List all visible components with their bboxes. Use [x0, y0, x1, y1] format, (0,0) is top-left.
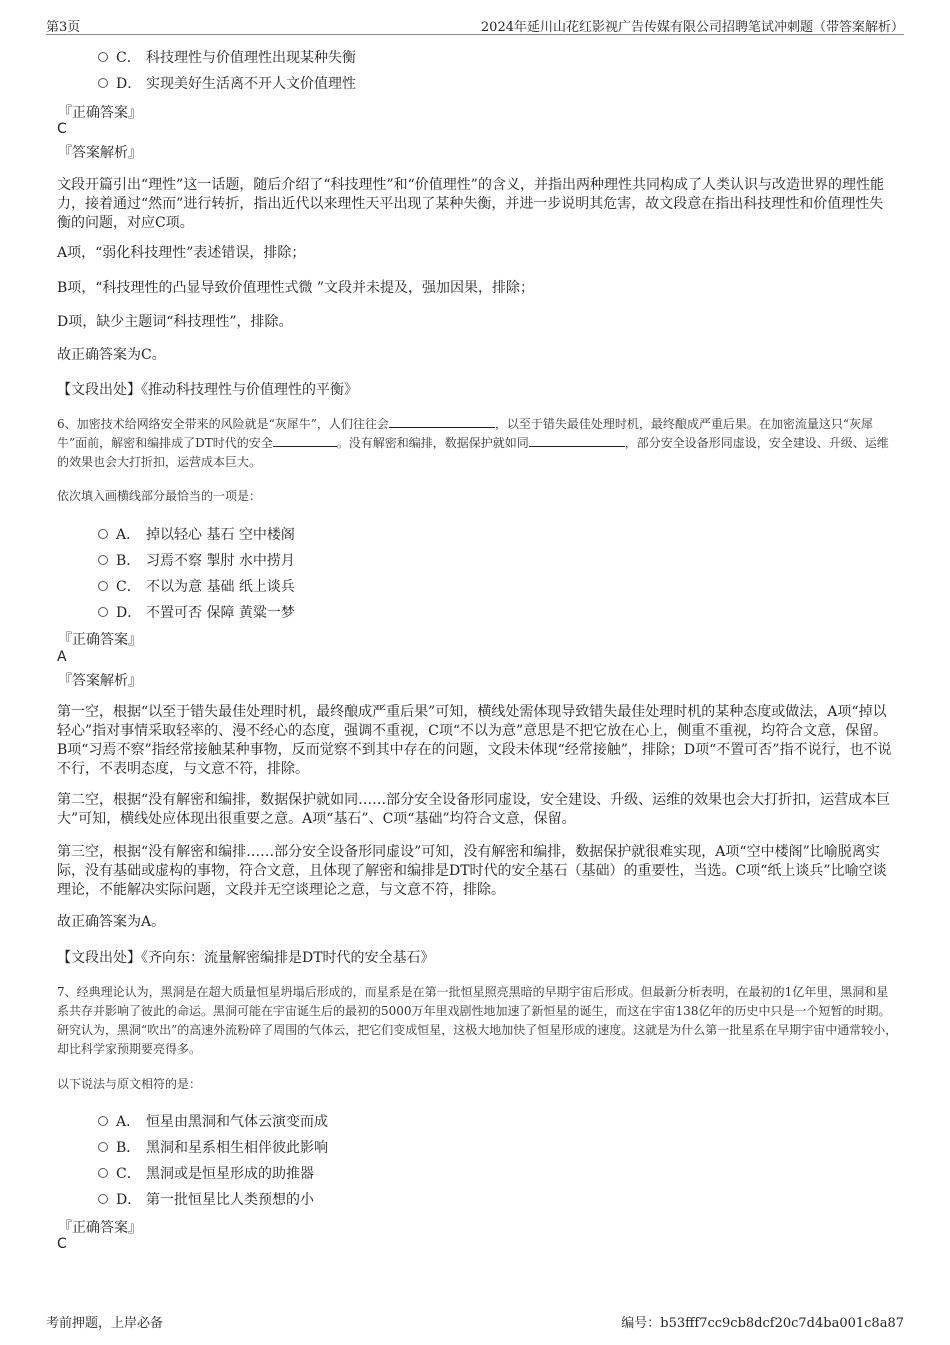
radio-icon[interactable] [98, 1194, 108, 1204]
radio-icon[interactable] [98, 529, 108, 539]
page-number: 第3页 [46, 20, 81, 35]
q5-analysis-paragraph: D项，缺少主题词“科技理性”，排除。 [57, 314, 293, 330]
q6-stem: 6、加密技术给网络安全带来的风险就是“灰犀牛”，人们往往会 ，以至于错失最佳处理时机，最终酿成严重后果。在加密流量这只“灰犀牛”面前，解密和编排成了DT时代的安全 。没有解密和编排，数据保护就如同 ，部分安全设备形同虚设，安全建设、升级、运维的效果也会大打折扣，运营成本巨大。 [57, 417, 889, 469]
page-header [46, 14, 904, 35]
q7-option-c[interactable]: C． 黑洞或是恒星形成的助推器 [98, 1163, 314, 1185]
radio-icon[interactable] [98, 1168, 108, 1178]
q5-analysis-paragraph: B项，“科技理性的凸显导致价值理性式微 ”文段并未提及，强加因果，排除； [57, 280, 535, 296]
q6-option-c[interactable]: C． 不以为意 基础 纸上谈兵 [98, 576, 295, 598]
q7-answer: C [57, 1236, 67, 1252]
q6-answer: A [57, 649, 67, 665]
q7-option-b[interactable]: B． 黑洞和星系相生相伴彼此影响 [98, 1137, 328, 1159]
page-footer [46, 1312, 904, 1330]
q6-prompt: 依次填入画横线部分最恰当的一项是： [57, 489, 262, 503]
q5-answer-label: 『正确答案』 [58, 105, 142, 121]
q6-source: 【文段出处】《齐向东：流量解密编排是DT时代的安全基石》 [57, 950, 435, 966]
radio-icon[interactable] [98, 555, 108, 565]
q6-analysis-paragraph: 第三空，根据“没有解密和编排……部分安全设备形同虚设”可知，没有解密和编排，数据保护就很难实现，A项“空中楼阁”比喻脱离实际，没有基础或虚构的事物，符合文意，且体现了解密和编排是DT时代的安全基石（基础）的重要性，当选。C项“纸上谈兵”比喻空谈理论，不能解决实际问题，文段并无空谈理论之意，与文意不符，排除。 [57, 844, 887, 898]
q6-analysis-label: 『答案解析』 [58, 673, 142, 689]
q5-option-d[interactable]: D． 实现美好生活离不开人文价值理性 [98, 73, 356, 95]
document-title: 2024年延川山花红影视广告传媒有限公司招聘笔试冲刺题（带答案解析） [480, 20, 904, 35]
q6-option-b[interactable]: B． 习焉不察 掣肘 水中捞月 [98, 550, 295, 572]
q5-analysis-paragraph: A项，“弱化科技理性”表述错误，排除； [57, 245, 306, 261]
blank-line [529, 434, 625, 447]
q6-answer-label: 『正确答案』 [58, 632, 142, 648]
blank-line [389, 415, 495, 428]
q7-option-a[interactable]: A． 恒星由黑洞和气体云演变而成 [98, 1111, 328, 1133]
radio-icon[interactable] [98, 1116, 108, 1126]
radio-icon[interactable] [98, 607, 108, 617]
radio-icon[interactable] [98, 581, 108, 591]
q7-prompt: 以下说法与原文相符的是： [57, 1077, 202, 1091]
q6-analysis-paragraph: 第二空，根据“没有解密和编排，数据保护就如同……部分安全设备形同虚设，安全建设、升级、运维的效果也会大打折扣，运营成本巨大”可知，横线处应体现出很重要之意。A项“基石”、C项“基础”均符合文意，保留。 [57, 792, 891, 827]
q6-option-a[interactable]: A． 掉以轻心 基石 空中楼阁 [98, 524, 295, 546]
q7-answer-label: 『正确答案』 [58, 1220, 142, 1236]
footer-slogan: 考前押题，上岸必备 [46, 1316, 164, 1331]
q6-option-d[interactable]: D． 不置可否 保障 黄粱一梦 [98, 602, 295, 624]
radio-icon[interactable] [98, 1142, 108, 1152]
q7-stem: 7、经典理论认为，黑洞是在超大质量恒星坍塌后形成的，而星系是在第一批恒星照亮黑暗的早期宇宙后形成。但最新分析表明，在最初的1亿年里，黑洞和星系共存并影响了彼此的命运。黑洞可能在宇宙诞生后的最初的5000万年里戏剧性地加速了新恒星的诞生，而这在宇宙138亿年的历史中只是一个短暂的时期。研究认为，黑洞“吹出”的高速外流粉碎了周围的气体云，把它们变成恒星，这极大地加快了恒星形成的速度。这就是为什么第一批星系在早期宇宙中通常较小，却比科学家预期要亮得多。 [57, 985, 898, 1056]
q6-analysis-paragraph: 第一空，根据“以至于错失最佳处理时机，最终酿成严重后果”可知，横线处需体现导致错失最佳处理时机的某种态度或做法，A项“掉以轻心”指对事情采取轻率的、漫不经心的态度，强调不重视，C项“不以为意”意思是不把它放在心上，侧重不重视，均符合文意，保留。B项“习焉不察”指经常接触某种事物，反而觉察不到其中存在的问题，文段未体现“经常接触”，排除；D项“不置可否”指不说行，也不说不行，不表明态度，与文意不符，排除。 [57, 704, 892, 777]
q5-option-c[interactable]: C． 科技理性与价值理性出现某种失衡 [98, 47, 356, 69]
blank-line [273, 434, 337, 447]
q7-option-d[interactable]: D． 第一批恒星比人类预想的小 [98, 1189, 314, 1211]
q5-answer: C [57, 121, 67, 137]
q5-analysis-label: 『答案解析』 [58, 145, 142, 161]
radio-icon[interactable] [98, 78, 108, 88]
q5-analysis-paragraph: 文段开篇引出“理性”这一话题，随后介绍了“科技理性”和“价值理性”的含义，并指出两种理性共同构成了人类认识与改造世界的理性能力，接着通过“然而”进行转折，指出近代以来理性天平出现了某种失衡，并进一步说明其危害，故文段意在指出科技理性和价值理性失衡的问题，对应C项。 [57, 177, 884, 231]
q5-source: 【文段出处】《推动科技理性与价值理性的平衡》 [57, 382, 358, 398]
document-serial: 编号：b53fff7cc9cb8dcf20c7d4ba001c8a87 [621, 1316, 904, 1331]
q6-analysis-paragraph: 故正确答案为A。 [57, 914, 166, 930]
radio-icon[interactable] [98, 52, 108, 62]
q5-analysis-paragraph: 故正确答案为C。 [57, 347, 166, 363]
